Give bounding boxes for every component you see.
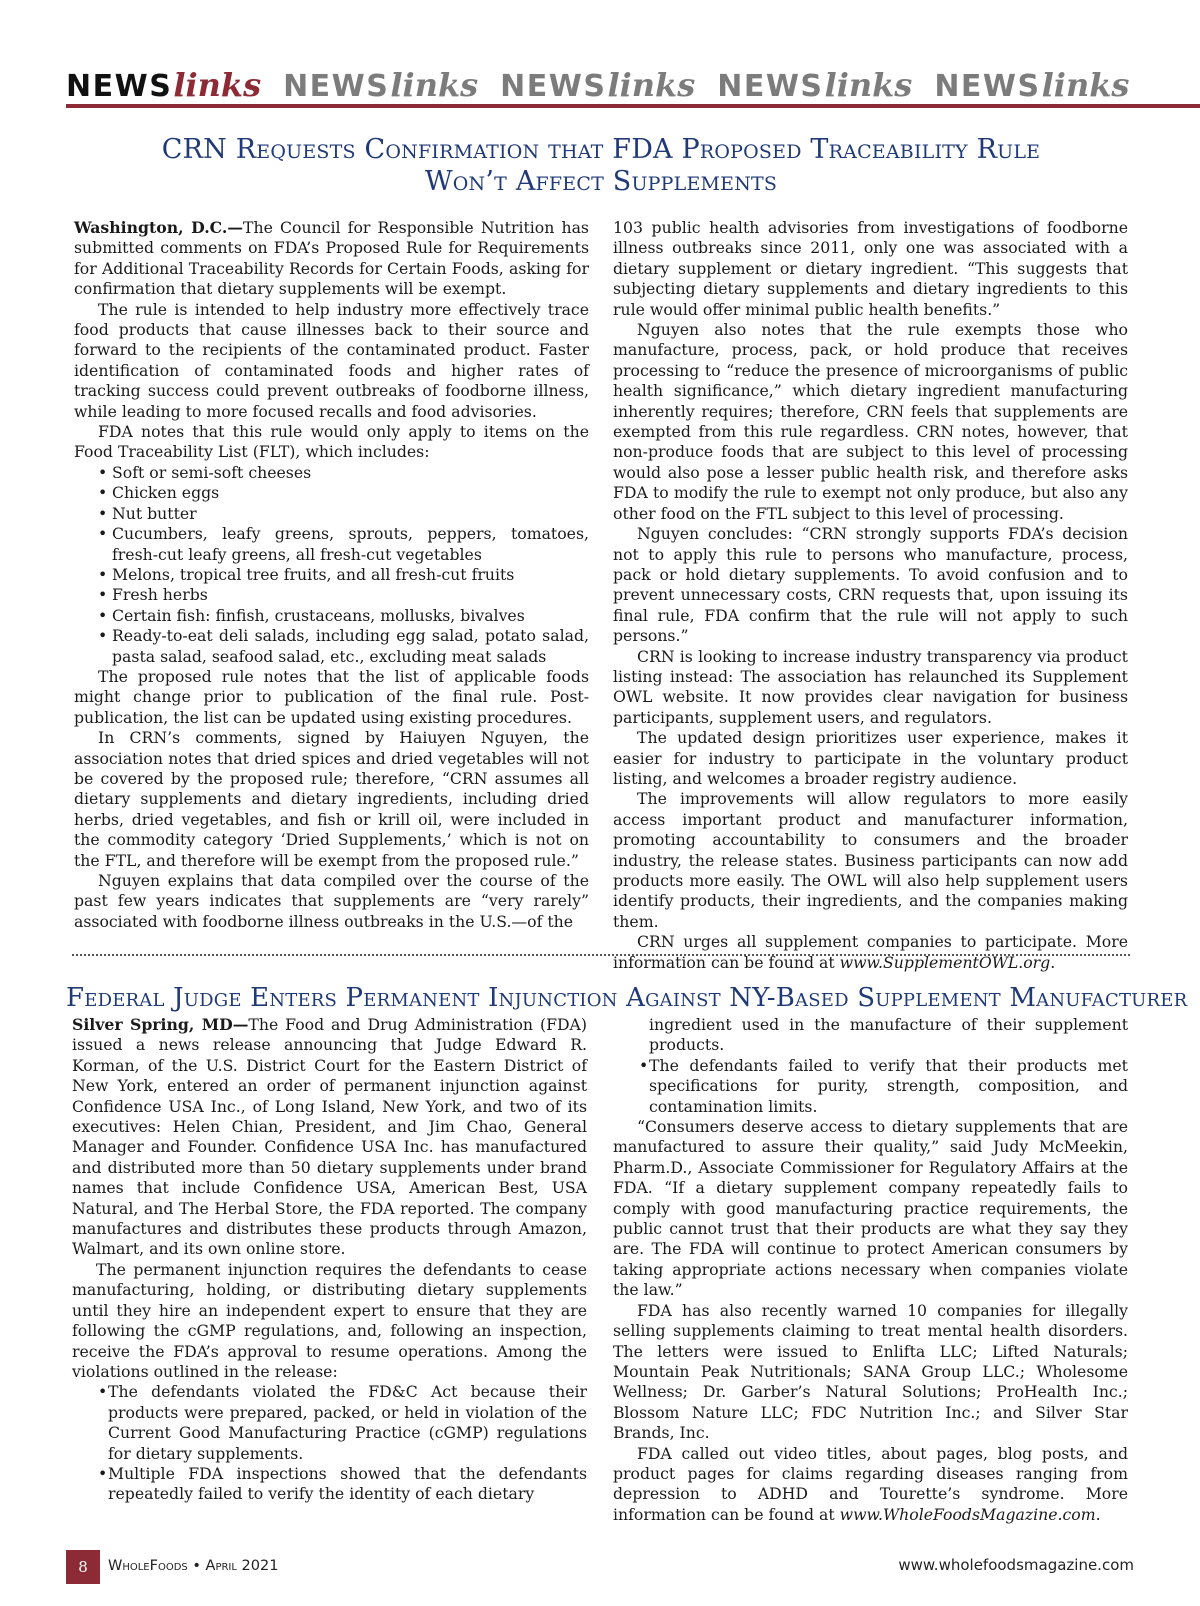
article1-paragraph: Washington, D.C.—The Council for Responsible Nutrition has submitted comments on FDA’s Proposed Rule for Requirements for Additional Traceability Records for Certain Foods, asking for confirmation that dietary supplements will be exempt. xyxy=(74,218,589,299)
article1-paragraph: CRN is looking to increase industry transparency via product listing instead: The association has relaunched its Supplement OWL website. It now provides clear navigation for business participants, supplement users, and regulators. xyxy=(613,646,1128,727)
list-item: • Ready-to-eat deli salads, including egg salad, potato salad, pasta salad, seafood salad, etc., excluding meat salads xyxy=(74,626,589,667)
article1-paragraph: FDA notes that this rule would only apply to items on the Food Traceability List (FLT), which includes: xyxy=(74,422,589,462)
article1-headline-line2: Won’t Affect Supplements xyxy=(424,166,778,197)
article2-dateline: Silver Spring, MD— xyxy=(72,1015,249,1034)
article2-column-right xyxy=(613,1015,1128,1525)
banner-rule xyxy=(66,104,1200,108)
article2-paragraph: The permanent injunction requires the defendants to cease manufacturing, holding, or distributing dietary supplements until they hire an independent expert to ensure that they are following the cGMP regulations, and, following an inspection, receive the FDA’s approval to resume operations. Among the violations outlined in the release: xyxy=(72,1259,587,1381)
list-item: • Cucumbers, leafy greens, sprouts, peppers, tomatoes, fresh-cut leafy greens, all fresh-cut vegetables xyxy=(74,524,589,565)
article1-paragraph: The proposed rule notes that the list of applicable foods might change prior to publication of the final rule. Post-publication, the list can be updated using existing procedures. xyxy=(74,666,589,727)
article2-headline: Federal Judge Enters Permanent Injunction Against NY-Based Supplement Manufacturer xyxy=(66,983,1188,1013)
list-item: • Certain fish: finfish, crustaceans, mollusks, bivalves xyxy=(74,606,589,626)
article1-paragraph: Nguyen concludes: “CRN strongly supports FDA’s decision not to apply this rule to persons who manufacture, process, pack or hold dietary supplements. To avoid confusion and to prevent unnecessary costs, CRN requests that, upon issuing its final rule, FDA confirm that the rule will not apply to such persons.” xyxy=(613,524,1128,646)
article-divider xyxy=(72,954,1130,956)
article1-headline-line1: CRN Requests Confirmation that FDA Proposed Traceability Rule xyxy=(161,134,1041,165)
newslinks-banner xyxy=(66,58,1200,104)
list-item: • The defendants violated the FD&C Act because their products were prepared, packed, or held in violation of the Current Good Manufacturing Practice (cGMP) regulations for dietary supplements. xyxy=(72,1382,587,1464)
page-number: 8 xyxy=(66,1550,100,1584)
article1-paragraph: The improvements will allow regulators to more easily access important product and manufacturer information, promoting accountability to consumers and the broader industry, the release states. Business participants can now add products more easily. The OWL will also help supplement users identify products, their ingredients, and the companies making them. xyxy=(613,789,1128,931)
list-item-continuation: ingredient used in the manufacture of their supplement products. xyxy=(649,1015,1128,1055)
article1-column-right xyxy=(613,218,1128,973)
list-item: • Fresh herbs xyxy=(74,585,589,605)
article2-column-left xyxy=(72,1015,587,1505)
list-item: • Melons, tropical tree fruits, and all fresh-cut fruits xyxy=(74,565,589,585)
article1-headline xyxy=(66,134,1136,198)
footer-magazine: WholeFoods xyxy=(108,1558,188,1574)
footer-date: April 2021 xyxy=(205,1558,279,1574)
food-traceability-list xyxy=(74,463,589,667)
newslinks-logo: NEWS links xyxy=(934,66,1130,104)
supplementowl-link[interactable]: www.SupplementOWL.org xyxy=(839,952,1051,972)
article1-paragraph: The updated design prioritizes user experience, makes it easier for industry to participate in the voluntary product listing, and welcomes a broader registry audience. xyxy=(613,728,1128,788)
list-item: • Chicken eggs xyxy=(74,483,589,503)
article1-paragraph: CRN urges all supplement companies to participate. More information can be found at www.SupplementOWL.org. xyxy=(613,932,1128,972)
article2-paragraph: “Consumers deserve access to dietary supplements that are manufactured to assure their quality,” said Judy McMeekin, Pharm.D., Associate Commissioner for Regulatory Affairs at the FDA. “If a dietary supplement company repeatedly fails to comply with good manufacturing practice requirements, the public cannot trust that their products are what they say they are. The FDA will continue to protect American consumers by taking appropriate actions necessary when companies violate the law.” xyxy=(613,1117,1128,1300)
article1-dateline: Washington, D.C.— xyxy=(74,218,244,237)
newslinks-logo: NEWS links xyxy=(500,66,696,104)
list-item: • Nut butter xyxy=(74,504,589,524)
article1-column-left xyxy=(74,218,589,932)
article1-paragraph: In CRN’s comments, signed by Haiuyen Nguyen, the association notes that dried spices and dried vegetables will not be covered by the proposed rule; therefore, “CRN assumes all dietary supplements and dietary ingredients, including dried herbs, dried vegetables, and fish or krill oil, were included in the commodity category ‘Dried Supplements,’ which is not on the FTL, and therefore will be exempt from the proposed rule.” xyxy=(74,728,589,870)
article2-paragraph: FDA called out video titles, about pages, blog posts, and product pages for claims regarding diseases ranging from depression to ADHD and Tourette’s syndrome. More information can be found at www.WholeFoodsMagazine.com. xyxy=(613,1443,1128,1524)
article2-paragraph: Silver Spring, MD—The Food and Drug Administration (FDA) issued a news release announcing that Judge Edward R. Korman, of the U.S. District Court for the Eastern District of New York, entered an order of permanent injunction against Confidence USA Inc., of Long Island, New York, and two of its executives: Helen Chian, President, and Jim Chao, General Manager and Founder. Confidence USA Inc. has manufactured and distributed more than 50 dietary supplements under brand names that include Confidence USA, American Best, USA Natural, and The Herbal Store, the FDA reported. The company manufactures and distributes these products through Amazon, Walmart, and its own online store. xyxy=(72,1015,587,1259)
article1-paragraph: Nguyen explains that data compiled over the course of the past few years indicates that supplements are “very rarely” associated with foodborne illness outbreaks in the U.S.—of the xyxy=(74,871,589,931)
newslinks-logo: NEWS links xyxy=(717,66,913,104)
footer-website[interactable]: www.wholefoodsmagazine.com xyxy=(898,1556,1134,1574)
list-item: • Soft or semi-soft cheeses xyxy=(74,463,589,483)
footer-issue: WholeFoods • April 2021 xyxy=(108,1558,279,1574)
article2-paragraph: FDA has also recently warned 10 companies for illegally selling supplements claiming to treat mental health disorders. The letters were issued to Enlifta LLC; Lifted Naturals; Mountain Peak Nutritionals; SANA Group LLC.; Wholesome Wellness; Dr. Garber’s Natural Solutions; ProHealth Inc.; Blossom Nature LLC; FDC Nutrition Inc.; and Silver Star Brands, Inc. xyxy=(613,1300,1128,1443)
violations-list xyxy=(72,1382,587,1504)
article1-paragraph: Nguyen also notes that the rule exempts those who manufacture, process, pack, or hold produce that receives processing to “reduce the presence of microorganisms of public health significance,” which dietary ingredient manufacturing inherently requires; therefore, CRN feels that supplements are exempted from this rule regardless. CRN notes, however, that non-produce foods that are subject to this level of processing would also pose a lesser public health risk, and therefore asks FDA to modify the rule to exempt not only produce, but also any other food on the FTL subject to this level of processing. xyxy=(613,320,1128,523)
wholefoodsmagazine-link[interactable]: www.WholeFoodsMagazine.com xyxy=(839,1504,1096,1524)
newslinks-logo: NEWS links xyxy=(66,66,262,104)
list-item: • The defendants failed to verify that their products met specifications for purity, strength, composition, and contamination limits. xyxy=(613,1056,1128,1117)
newslinks-logo: NEWS links xyxy=(283,66,479,104)
violations-list xyxy=(613,1056,1128,1117)
list-item: • Multiple FDA inspections showed that the defendants repeatedly failed to verify the identity of each dietary xyxy=(72,1464,587,1505)
article1-paragraph: The rule is intended to help industry more effectively trace food products that cause illnesses back to their source and forward to the recipients of the contaminated product. Faster identification of contaminated foods and higher rates of tracking success could prevent outbreaks of foodborne illness, while leading to more focused recalls and food advisories. xyxy=(74,299,589,421)
article1-paragraph: 103 public health advisories from investigations of foodborne illness outbreaks since 2011, only one was associated with a dietary supplement or dietary ingredient. “This suggests that subjecting dietary supplements and dietary ingredients to this rule would offer minimal public health benefits.” xyxy=(613,218,1128,319)
